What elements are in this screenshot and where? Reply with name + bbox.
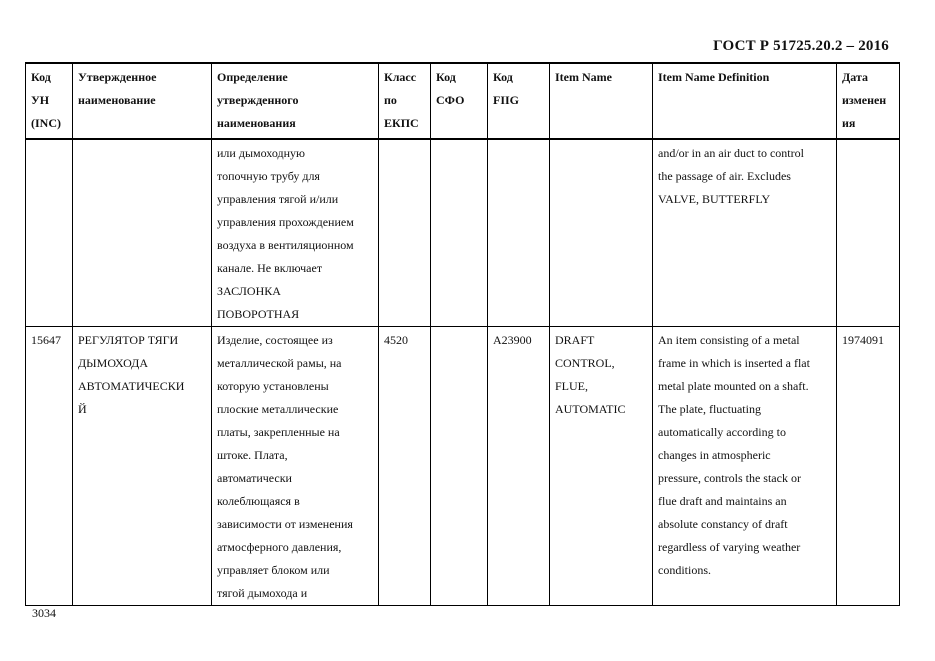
cell-inc: 15647 bbox=[26, 327, 73, 606]
header-sfo: Код СФО bbox=[431, 63, 488, 139]
header-approved-name: Утвержденное наименование bbox=[73, 63, 212, 139]
cell-definition-en: and/or in an air duct to control the passage of air. Excludes VALVE, BUTTERFLY bbox=[653, 139, 837, 327]
cell-fiig: A23900 bbox=[488, 327, 550, 606]
cell-sfo bbox=[431, 139, 488, 327]
cell-sfo bbox=[431, 327, 488, 606]
header-fiig: Код FIIG bbox=[488, 63, 550, 139]
header-inc: Код УН (INC) bbox=[26, 63, 73, 139]
header-date: Дата изменен ия bbox=[837, 63, 900, 139]
cell-class bbox=[379, 139, 431, 327]
cell-item-name bbox=[550, 139, 653, 327]
document-standard-title: ГОСТ Р 51725.20.2 – 2016 bbox=[713, 38, 889, 54]
cell-definition-en: An item consisting of a metal frame in which is inserted a flat metal plate mounted on a shaft. The plate, fluctuating automatically according to changes in atmospheric pressure, controls the stack or flue draft and maintains an absolute constancy of draft regardless of varying weather conditions. bbox=[653, 327, 837, 606]
cell-fiig bbox=[488, 139, 550, 327]
header-definition-en: Item Name Definition bbox=[653, 63, 837, 139]
cell-item-name: DRAFT CONTROL, FLUE, AUTOMATIC bbox=[550, 327, 653, 606]
cell-date: 1974091 bbox=[837, 327, 900, 606]
table-row bbox=[26, 327, 900, 606]
item-names-table bbox=[25, 62, 900, 606]
cell-inc bbox=[26, 139, 73, 327]
cell-date bbox=[837, 139, 900, 327]
header-item-name: Item Name bbox=[550, 63, 653, 139]
header-class: Класс по ЕКПС bbox=[379, 63, 431, 139]
cell-approved-name bbox=[73, 139, 212, 327]
cell-approved-name: РЕГУЛЯТОР ТЯГИ ДЫМОХОДА АВТОМАТИЧЕСКИ Й bbox=[73, 327, 212, 606]
table-row-continuation bbox=[26, 139, 900, 327]
cell-definition-ru: Изделие, состоящее из металлической рамы, на которую установлены плоские металлические платы, закрепленные на штоке. Плата, автоматически колеблющаяся в зависимости от изменения атмосферного давления, управляет блоком или тягой дымохода и bbox=[212, 327, 379, 606]
page-number: 3034 bbox=[32, 606, 56, 620]
header-definition-ru: Определение утвержденного наименования bbox=[212, 63, 379, 139]
cell-definition-ru: или дымоходную топочную трубу для управления тягой и/или управления прохождением воздуха в вентиляционном канале. Не включает ЗАСЛОНКА ПОВОРОТНАЯ bbox=[212, 139, 379, 327]
table-header-row bbox=[26, 63, 900, 139]
cell-class: 4520 bbox=[379, 327, 431, 606]
